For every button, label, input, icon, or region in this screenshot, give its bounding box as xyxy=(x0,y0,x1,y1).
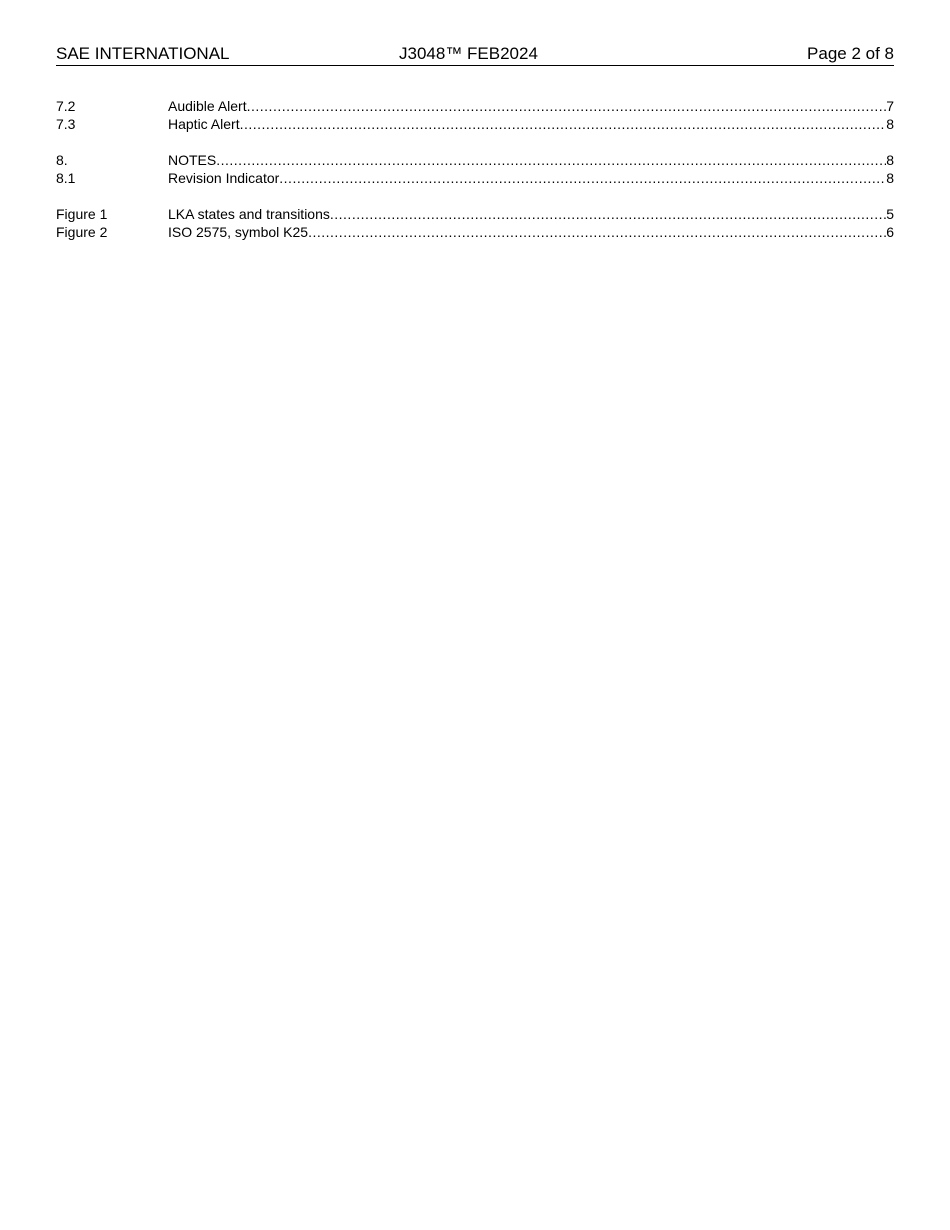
toc-title: NOTES xyxy=(168,152,217,168)
page-header xyxy=(56,43,894,66)
toc-entry-figure-1[interactable] xyxy=(56,205,894,223)
toc-number: Figure 1 xyxy=(56,206,108,222)
toc-entry-8-1[interactable] xyxy=(56,169,894,187)
toc-title: ISO 2575, symbol K25 xyxy=(168,224,309,240)
toc-leader-dots xyxy=(216,151,886,169)
toc-leader-dots xyxy=(308,223,886,241)
toc-page: 8 xyxy=(886,170,894,186)
header-page-number: Page 2 of 8 xyxy=(807,44,894,63)
toc-entry-7-3[interactable] xyxy=(56,115,894,133)
toc-leader-dots xyxy=(247,97,887,115)
toc-entry-7-2[interactable] xyxy=(56,97,894,115)
toc-number: 8. xyxy=(56,152,68,168)
toc-title: Audible Alert xyxy=(168,98,247,114)
toc-number: 7.3 xyxy=(56,116,76,132)
toc-number: 7.2 xyxy=(56,98,76,114)
toc-page: 8 xyxy=(886,152,894,168)
toc-leader-dots xyxy=(330,205,886,223)
toc-number: Figure 2 xyxy=(56,224,108,240)
toc-page: 5 xyxy=(886,206,894,222)
toc-title: Revision Indicator xyxy=(168,170,280,186)
toc-entry-8[interactable] xyxy=(56,151,894,169)
toc-number: 8.1 xyxy=(56,170,76,186)
toc-page: 8 xyxy=(886,116,894,132)
toc-title: LKA states and transitions xyxy=(168,206,330,222)
toc-entry-figure-2[interactable] xyxy=(56,223,894,241)
toc-leader-dots xyxy=(240,115,887,133)
table-of-contents xyxy=(56,97,894,241)
toc-leader-dots xyxy=(279,169,886,187)
header-document-id: J3048™ FEB2024 xyxy=(399,44,538,63)
toc-page: 6 xyxy=(886,224,894,240)
toc-title: Haptic Alert xyxy=(168,116,240,132)
header-organization: SAE INTERNATIONAL xyxy=(56,44,230,63)
toc-page: 7 xyxy=(886,98,894,114)
